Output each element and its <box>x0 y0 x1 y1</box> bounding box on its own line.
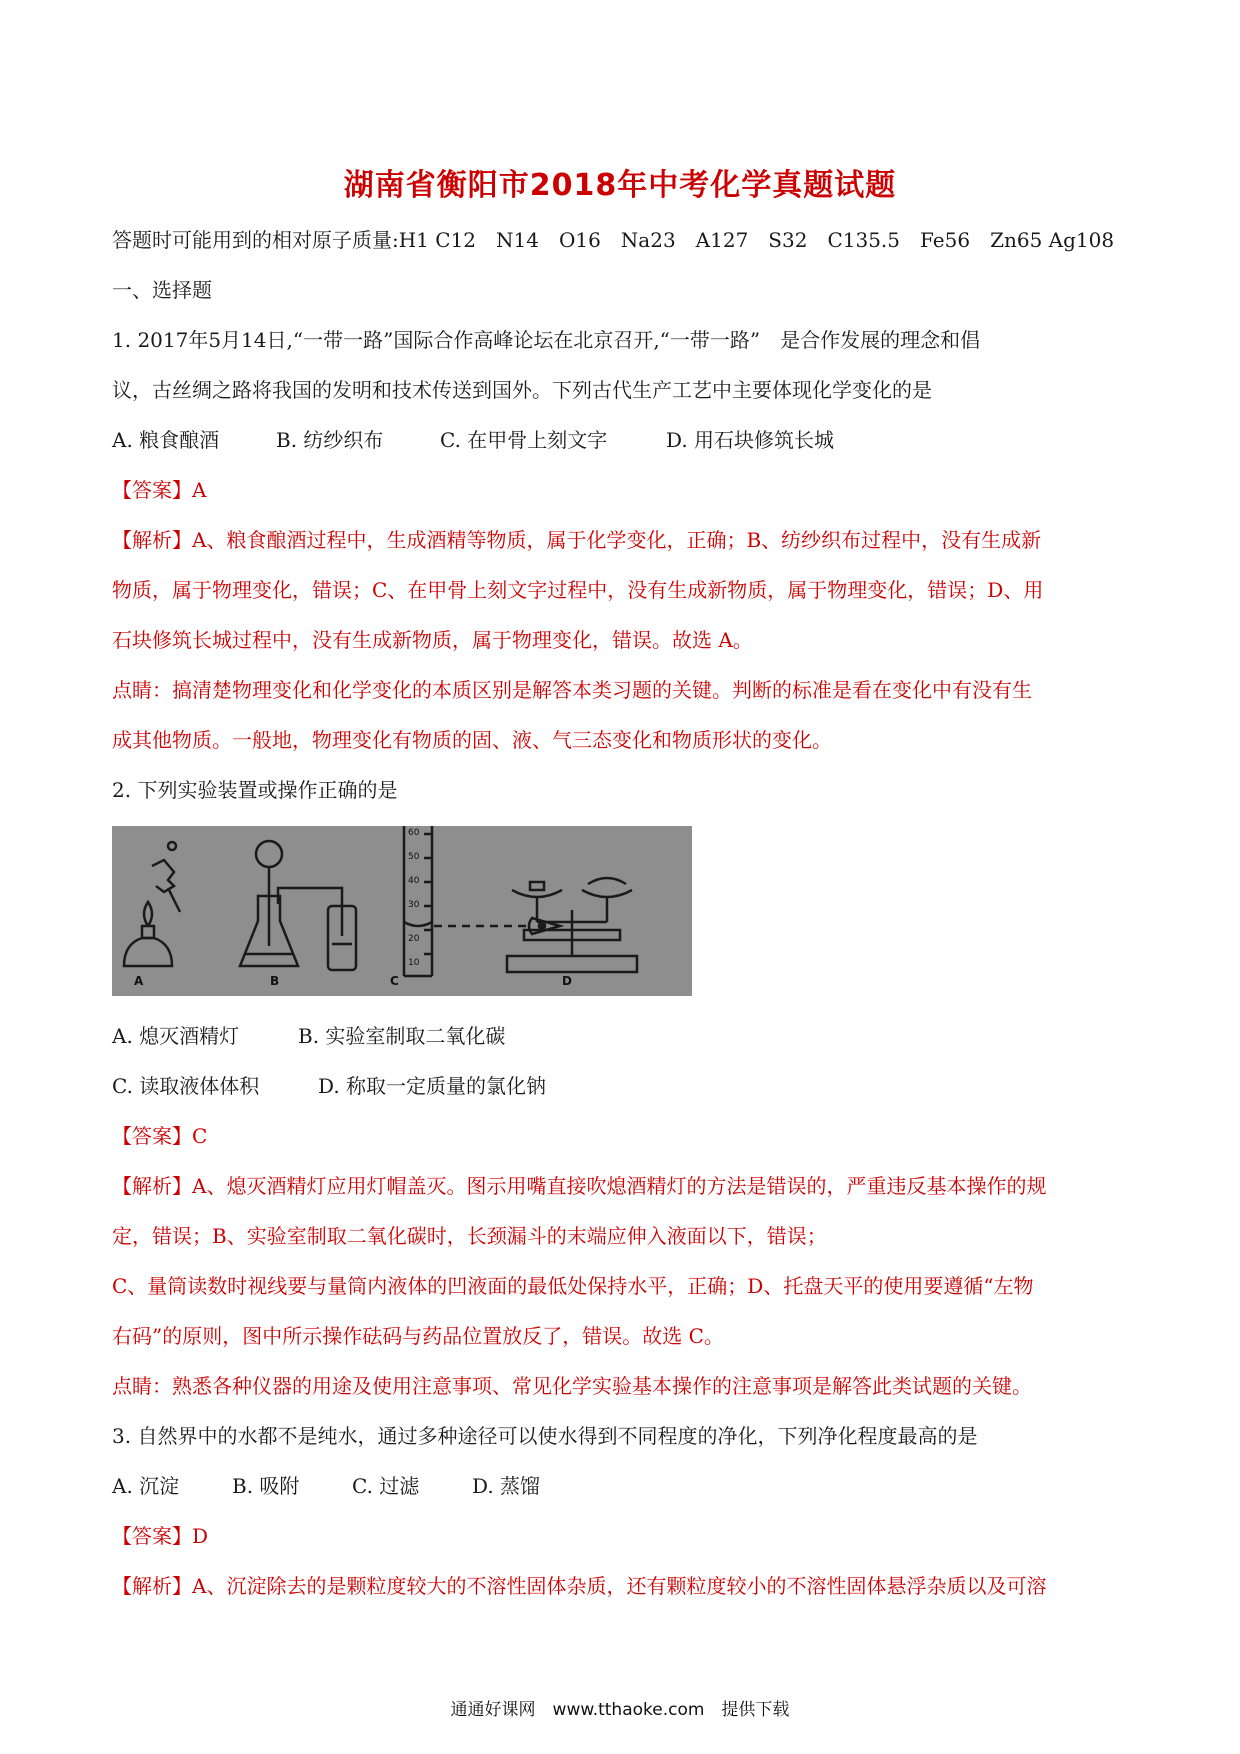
q1-tip-line-2: 成其他物质。一般地，物理变化有物质的固、液、气三态变化和物质形状的变化。 <box>112 728 832 752</box>
q3-option-c: C. 过滤 <box>352 1474 420 1498</box>
q2-option-c: C. 读取液体体积 <box>112 1074 260 1098</box>
q1-stem-line-1: 1. 2017年5月14日,“一带一路”国际合作高峰论坛在北京召开,“一带一路” 是合作发展的理念和倡 <box>112 328 981 352</box>
q2-stem: 2. 下列实验装置或操作正确的是 <box>112 778 398 802</box>
cylinder-tick-20: 20 <box>408 934 420 944</box>
q2-options-row-1 <box>112 1022 1132 1050</box>
q2-analysis-line-1: 【解析】A、熄灭酒精灯应用灯帽盖灭。图示用嘴直接吹熄酒精灯的方法是错误的，严重违反基本操作的规 <box>112 1174 1047 1198</box>
q1-answer: 【答案】A <box>112 478 207 502</box>
lab-apparatus-figure <box>112 826 692 996</box>
page-title: 湖南省衡阳市2018年中考化学真题试题 <box>343 168 897 203</box>
q1-option-c: C. 在甲骨上刻文字 <box>440 428 608 452</box>
q1-option-d: D. 用石块修筑长城 <box>666 428 835 452</box>
q3-option-d: D. 蒸馏 <box>472 1474 541 1498</box>
q1-analysis-line-3: 石块修筑长城过程中，没有生成新物质，属于物理变化，错误。故选 A。 <box>112 628 753 652</box>
q2-analysis-line-3: C、量筒读数时视线要与量筒内液体的凹液面的最低处保持水平，正确；D、托盘天平的使用要遵循“左物 <box>112 1274 1034 1298</box>
q2-analysis-line-4: 右码”的原则，图中所示操作砝码与药品位置放反了，错误。故选 C。 <box>112 1324 724 1348</box>
figure-a-alcohol-lamp-icon <box>124 842 180 966</box>
figure-label-d: D <box>562 974 572 988</box>
q1-tip-line-1: 点睛：搞清楚物理变化和化学变化的本质区别是解答本类习题的关键。判断的标准是看在变化中有没有生 <box>112 678 1032 702</box>
q3-stem: 3. 自然界中的水都不是纯水，通过多种途径可以使水得到不同程度的净化，下列净化程度最高的是 <box>112 1424 978 1448</box>
q3-option-b: B. 吸附 <box>232 1474 300 1498</box>
atomic-masses: 答题时可能用到的相对原子质量:H1 C12 N14 O16 Na23 A127 S32 C135.5 Fe56 Zn65 Ag108 <box>112 228 1115 252</box>
q1-option-b: B. 纺纱织布 <box>276 428 384 452</box>
q3-answer: 【答案】D <box>112 1524 209 1548</box>
q1-option-a: A. 粮食酿酒 <box>112 428 220 452</box>
figure-label-c: C <box>390 974 399 988</box>
figure-d-balance-icon <box>507 878 637 972</box>
cylinder-tick-60: 60 <box>408 828 420 838</box>
q2-options-row-2 <box>112 1072 1132 1100</box>
q2-option-d: D. 称取一定质量的氯化钠 <box>318 1074 547 1098</box>
section-heading: 一、选择题 <box>112 278 212 302</box>
q3-analysis-line-1: 【解析】A、沉淀除去的是颗粒度较大的不溶性固体杂质，还有颗粒度较小的不溶性固体悬浮杂质以及可溶 <box>112 1574 1047 1598</box>
cylinder-tick-50: 50 <box>408 852 420 862</box>
q1-options <box>112 426 1132 454</box>
q2-answer: 【答案】C <box>112 1124 208 1148</box>
q1-analysis-line-2: 物质，属于物理变化，错误；C、在甲骨上刻文字过程中，没有生成新物质，属于物理变化，错误；D、用 <box>112 578 1044 602</box>
cylinder-tick-40: 40 <box>408 876 420 886</box>
cylinder-tick-10: 10 <box>408 958 420 968</box>
q3-option-a: A. 沉淀 <box>112 1474 180 1498</box>
page-footer: 通通好课网 www.tthaoke.com 提供下载 <box>450 1700 790 1720</box>
q3-options <box>112 1472 1132 1500</box>
cylinder-tick-30: 30 <box>408 900 420 910</box>
q1-analysis-line-1: 【解析】A、粮食酿酒过程中，生成酒精等物质，属于化学变化，正确；B、纺纱织布过程中，没有生成新 <box>112 528 1042 552</box>
figure-label-a: A <box>134 974 144 988</box>
q2-tip: 点睛：熟悉各种仪器的用途及使用注意事项、常见化学实验基本操作的注意事项是解答此类试题的关键。 <box>112 1374 1032 1398</box>
figure-b-gas-generator-icon <box>240 841 356 970</box>
q2-option-a: A. 熄灭酒精灯 <box>112 1024 240 1048</box>
q2-analysis-line-2: 定，错误；B、实验室制取二氧化碳时，长颈漏斗的末端应伸入液面以下，错误； <box>112 1224 827 1248</box>
figure-label-b: B <box>270 974 280 988</box>
q2-option-b: B. 实验室制取二氧化碳 <box>298 1024 506 1048</box>
q1-stem-line-2: 议，古丝绸之路将我国的发明和技术传送到国外。下列古代生产工艺中主要体现化学变化的是 <box>112 378 932 402</box>
